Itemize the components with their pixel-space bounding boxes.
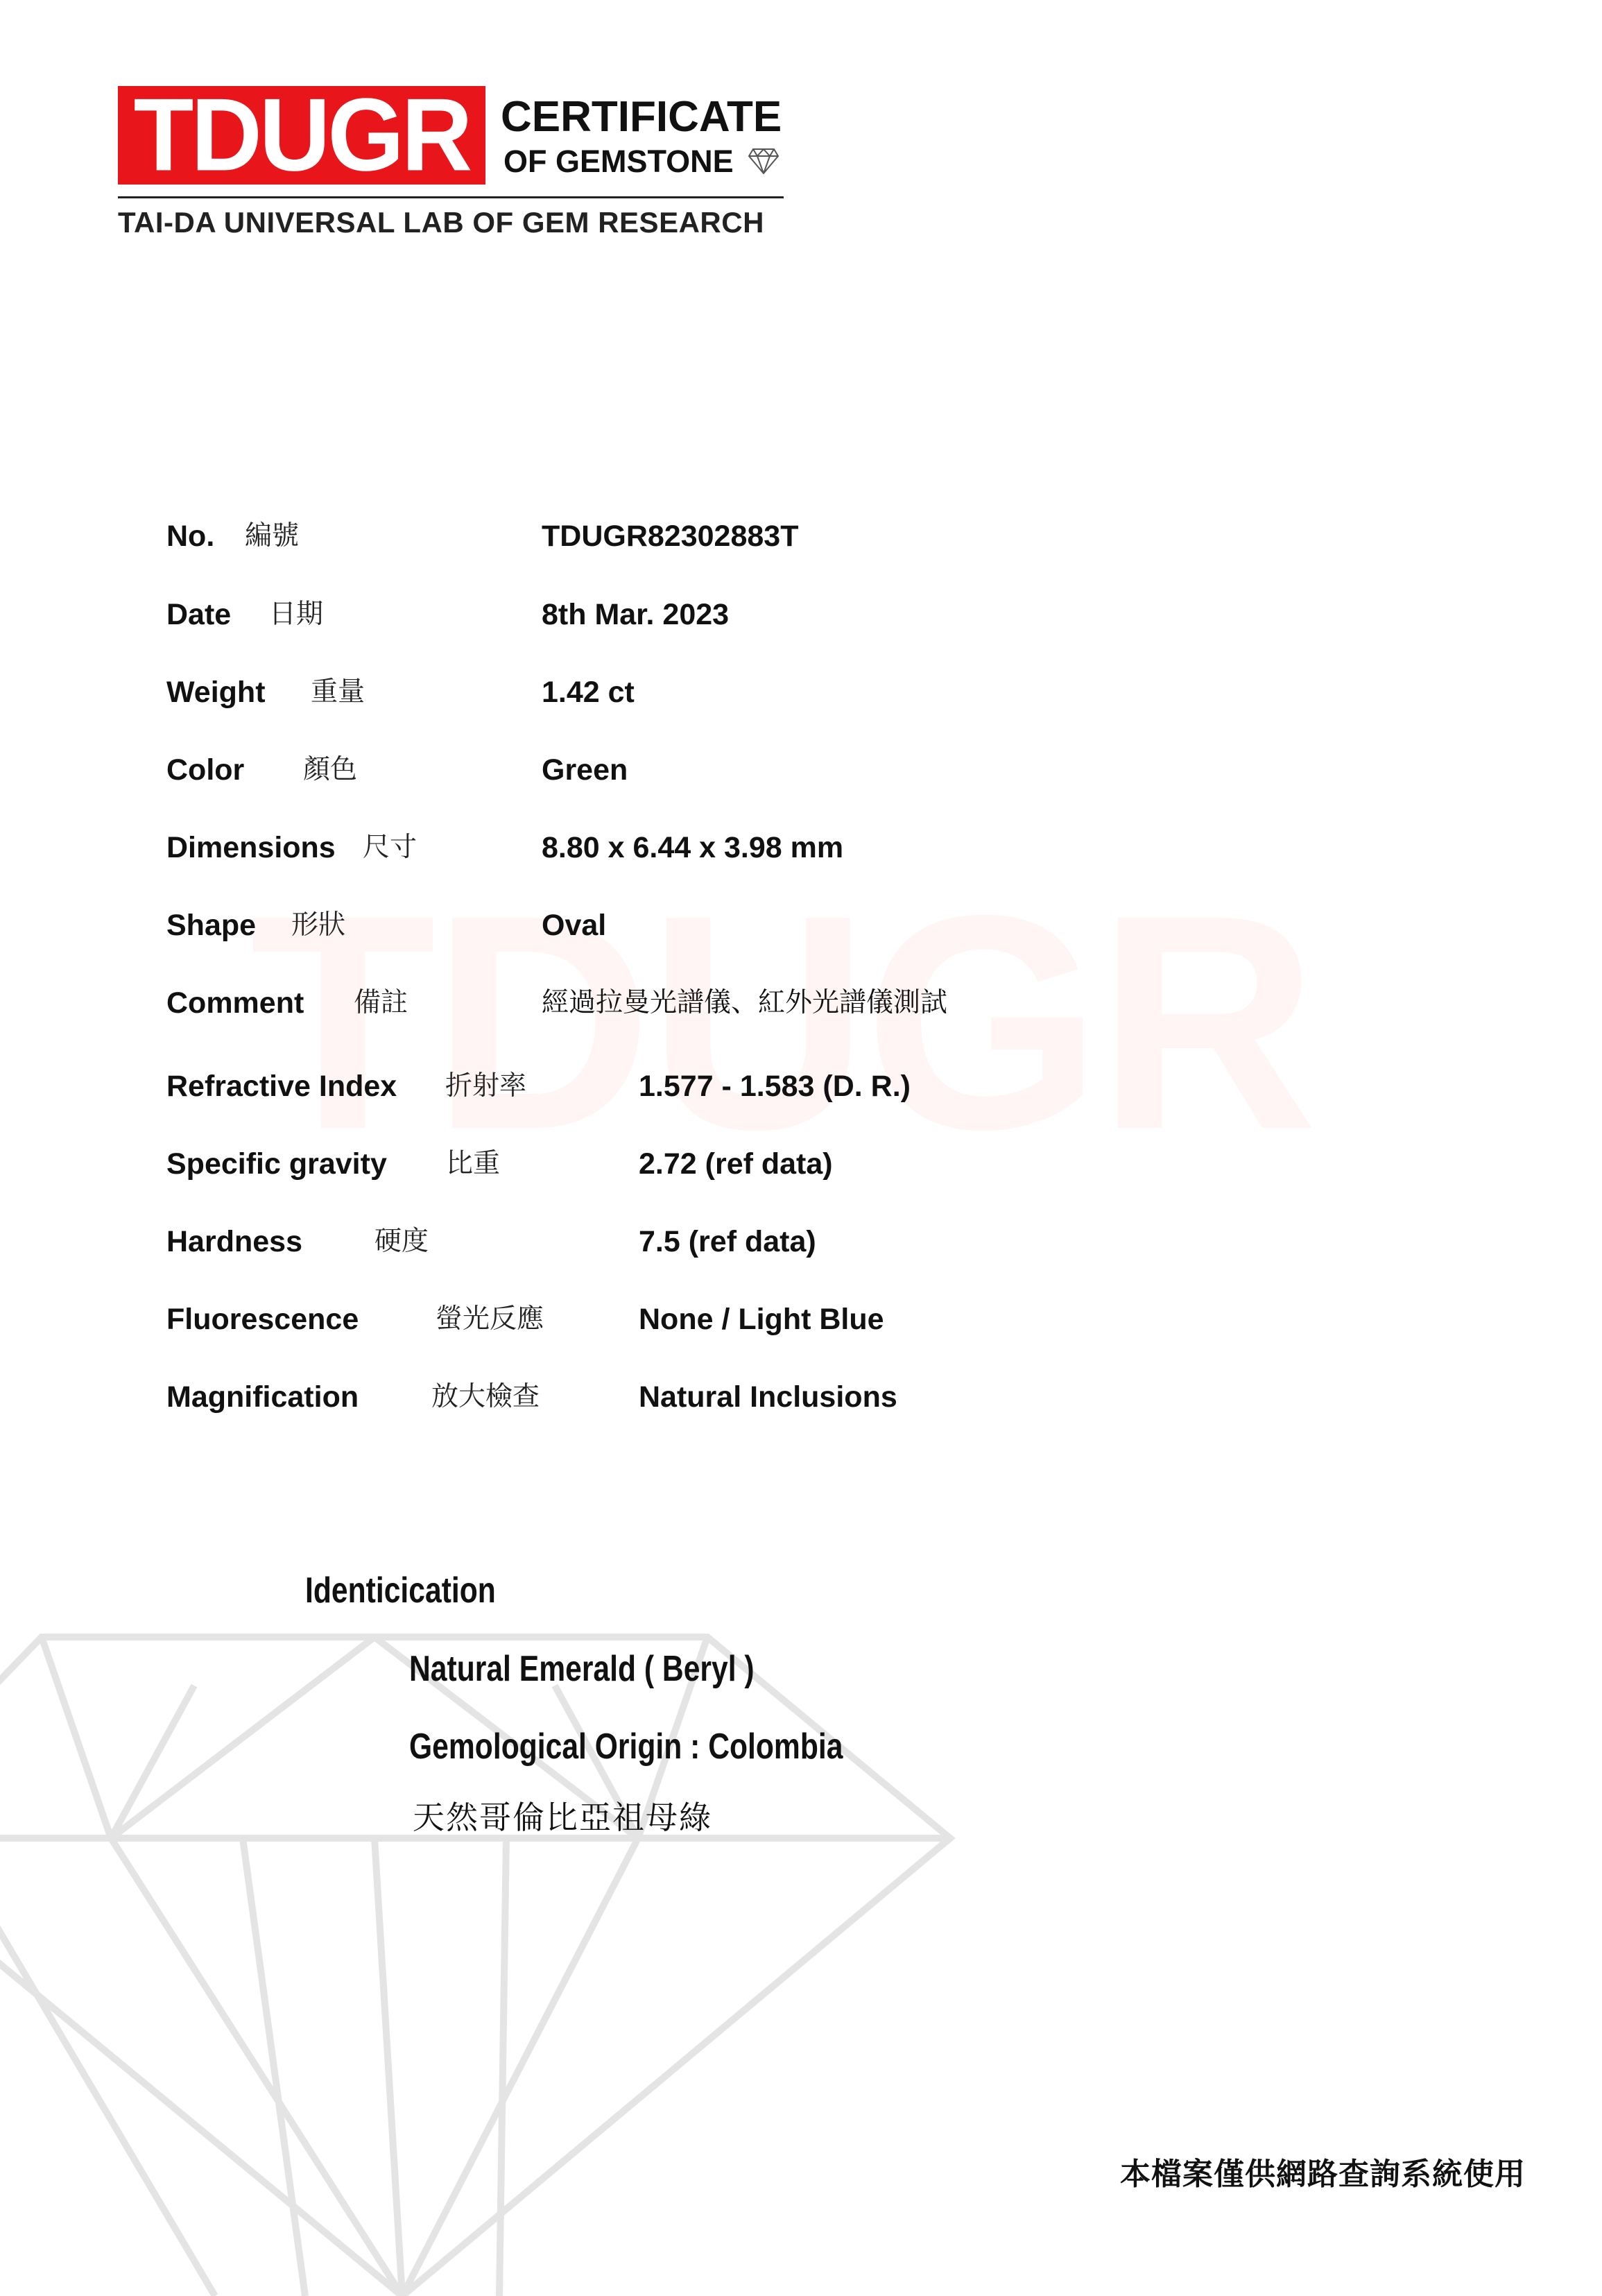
lab-name: TAI-DA UNIVERSAL LAB OF GEM RESEARCH <box>118 206 764 239</box>
field-label: Magnification <box>166 1380 359 1414</box>
footer-note: 本檔案僅供網路查詢系統使用 <box>1120 2157 1526 2191</box>
field-label: Comment <box>166 986 304 1020</box>
identification-result: Natural Emerald ( Beryl ) <box>409 1649 755 1689</box>
identification-heading: Identicication <box>305 1570 496 1611</box>
field-label-zh: 顏色 <box>303 754 358 785</box>
field-label-zh: 重量 <box>311 676 365 708</box>
field-label: Refractive Index <box>166 1070 397 1103</box>
field-value: 1.42 ct <box>542 676 635 709</box>
field-value: 7.5 (ref data) <box>639 1225 816 1258</box>
header-divider <box>118 196 784 198</box>
field-value: Oval <box>542 909 607 942</box>
field-label-zh: 備註 <box>354 987 408 1018</box>
field-label: Shape <box>166 909 257 942</box>
field-value: 8th Mar. 2023 <box>542 598 730 631</box>
field-value: 8.80 x 6.44 x 3.98 mm <box>542 831 844 864</box>
field-label: Weight <box>166 676 266 709</box>
field-label: Fluorescence <box>166 1303 359 1336</box>
field-label: Hardness <box>166 1225 302 1258</box>
field-label: No. <box>166 520 215 553</box>
field-label: Dimensions <box>166 831 336 864</box>
diamond-icon <box>748 147 780 175</box>
logo <box>118 77 485 193</box>
field-value: Green <box>542 753 628 787</box>
identification-result-zh: 天然哥倫比亞祖母綠 <box>413 1799 712 1836</box>
field-value: 經過拉曼光譜儀、紅外光譜儀測試 <box>542 987 948 1018</box>
certificate-subtitle: OF GEMSTONE <box>503 144 734 179</box>
certificate-title: CERTIFICATE <box>501 93 782 141</box>
field-label: Color <box>166 753 245 787</box>
field-label-zh: 形狀 <box>291 909 346 941</box>
field-value: None / Light Blue <box>639 1303 884 1336</box>
field-value: Natural Inclusions <box>639 1380 897 1414</box>
field-value: 2.72 (ref data) <box>639 1147 833 1181</box>
field-label: Date <box>166 598 232 631</box>
field-value: 1.577 - 1.583 (D. R.) <box>639 1070 911 1103</box>
field-label-zh: 編號 <box>245 520 300 551</box>
field-label-zh: 螢光反應 <box>436 1303 544 1335</box>
field-label-zh: 日期 <box>269 599 324 630</box>
field-label-zh: 尺寸 <box>363 832 417 863</box>
field-label: Specific gravity <box>166 1147 387 1181</box>
logo-text: TDUGR <box>133 77 470 193</box>
field-value: TDUGR82302883T <box>542 520 799 553</box>
field-label-zh: 放大檢查 <box>431 1381 540 1412</box>
field-label-zh: 折射率 <box>445 1070 527 1102</box>
field-label-zh: 比重 <box>446 1148 501 1179</box>
field-label-zh: 硬度 <box>374 1226 429 1257</box>
identification-origin: Gemological Origin : Colombia <box>409 1727 843 1767</box>
